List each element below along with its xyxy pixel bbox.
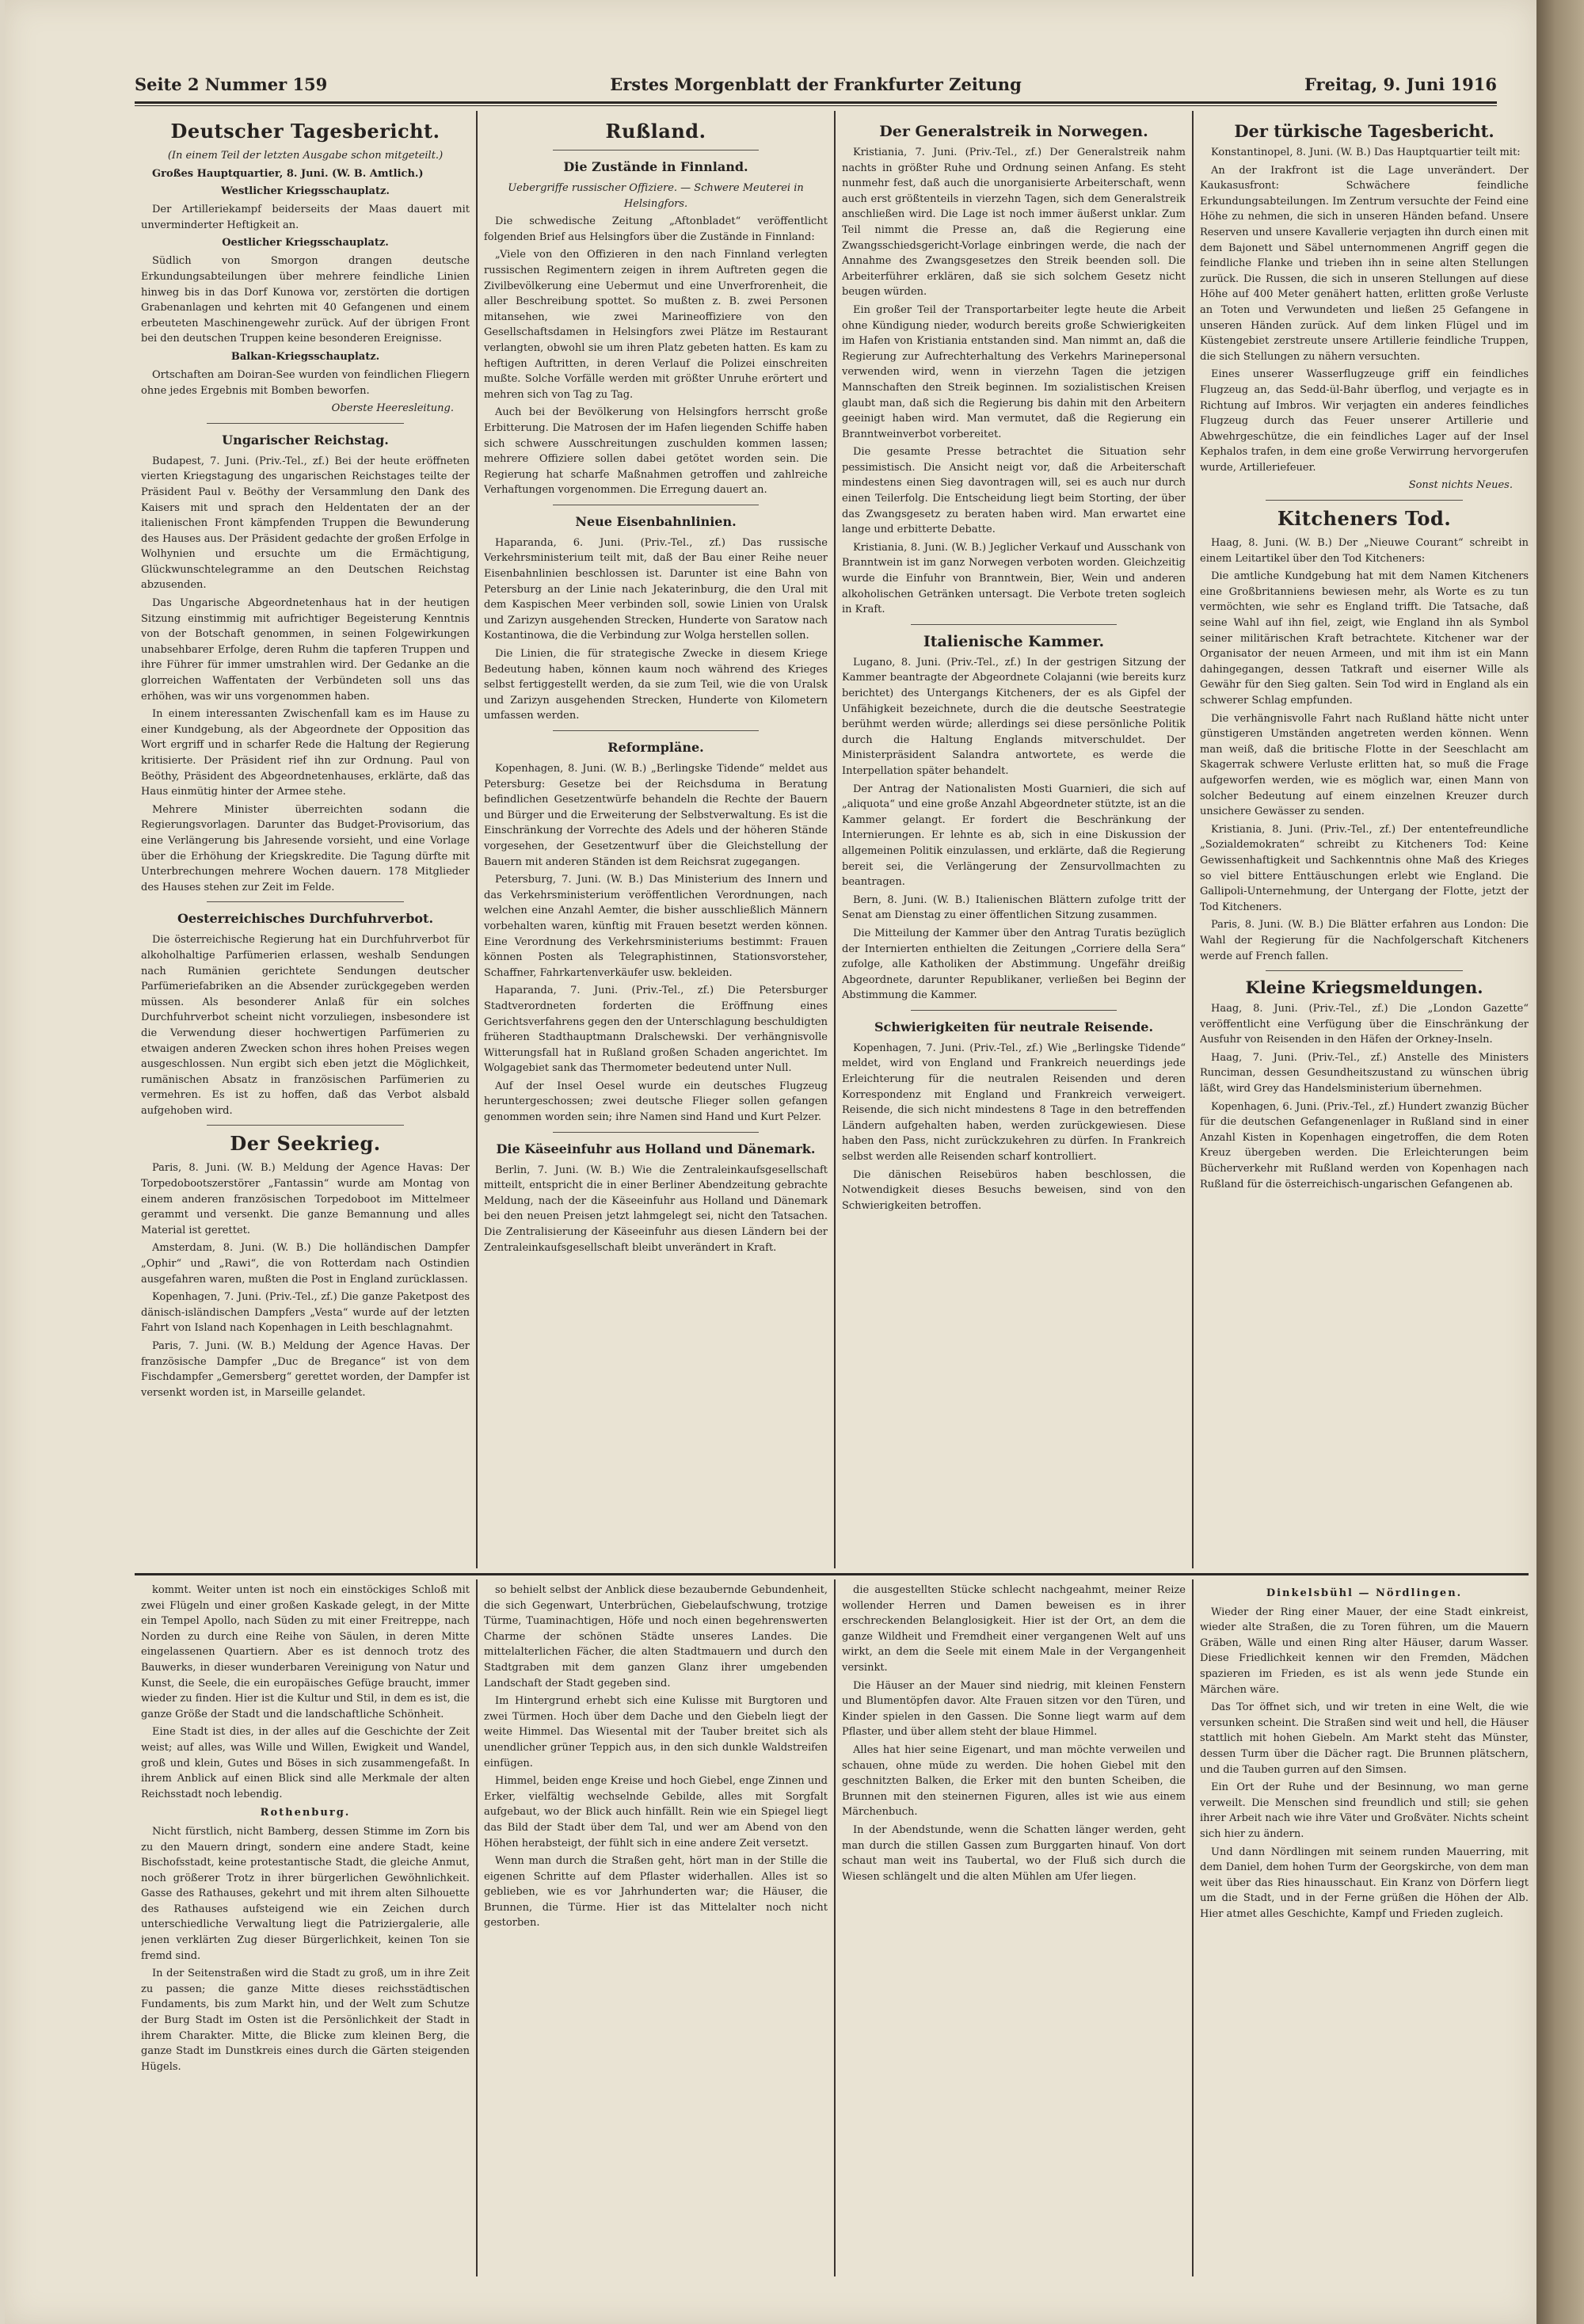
column-separator [1192, 111, 1194, 1568]
paragraph: Kristiania, 8. Juni. (W. B.) Jeglicher Verkauf und Ausschank von Branntwein ist im ganz Norwegen verboten worden. Gleichzeitig wurde die Einfuhr von Branntwein, Bier, Wein und anderen alkoholischen Getränken untersagt. Die Verbote treten sogleich in Kraft. [842, 541, 1186, 616]
paragraph: Paris, 7. Juni. (W. B.) Meldung der Agence Havas. Der französische Dampfer „Duc de Bregance“ ist von dem Fischdampfer „Gemersberg“ gerettet worden, der Dampfer ist versenkt worden ist, in Marseille gelandet. [141, 1340, 470, 1399]
head-rule-thin [135, 105, 1497, 106]
paragraph: Kopenhagen, 8. Juni. (W. B.) „Berlingske Tidende“ meldet aus Petersburg: Gesetze bei der Reichsduma in Beratung befindlichen Gesetzentwürfe behandeln die Rechte der Bauern und Bürger und die Erweiterung der Selbstverwaltung. Es ist die Einschränkung der Vorrechte des Adels und der höheren Stände vorgesehen, der Gesetzentwurf über die Gleichstellung der Bauern mit anderen Ständen ist dem Reichsrat zugegangen. [484, 763, 828, 868]
feuilleton-rule [135, 1573, 1529, 1575]
article-title: Die Käseeinfuhr aus Holland und Dänemark. [496, 1141, 816, 1156]
paragraph: Sonst nichts Neues. [1408, 479, 1513, 492]
paragraph: Die Linien, die für strategische Zwecke in diesem Kriege Bedeutung haben, können kaum noch während des Krieges selbst fertiggestellt werden, da sie zum Teil, wie die von Uralsk und Zarizyn ausgehenden Strecken, Hunderte von Kilometern umfassen werden. [484, 648, 828, 722]
section-heading: Oestlicher Kriegsschauplatz. [222, 237, 389, 250]
paragraph: so behielt selbst der Anblick diese bezaubernde Gebundenheit, die sich Gegenwart, Unterbrüchen, Giebelaufschwung, trotzige Türme, Tuaminachtigen, Höfe und noch einen begehrenswerten Charme der schönen Städte unseres Landes. Die mittelalterlichen Fächer, die alten Stadtmauern und durch den Stadtgraben mit dem ganzen Glanz ihrer umgebenden Landschaft der Stadt gegeben sind. [484, 1584, 828, 1690]
paragraph: die ausgestellten Stücke schlecht nachgeahmt, meiner Reize wollender Herren und Damen beweisen es in ihrer erschreckenden Belanglosigkeit. Hier ist der Ort, an dem die ganze Wildheit und Fremdheit einer vergangenen Welt auf uns wirkt, an dem die Seele mit einem Male in der Vergangenheit versinkt. [842, 1584, 1186, 1674]
section-heading: Balkan-Kriegsschauplatz. [230, 350, 380, 363]
article-title: Neue Eisenbahnlinien. [575, 513, 737, 529]
paragraph: Die dänischen Reisebüros haben beschlossen, die Notwendigkeit dieses Besuchs beweisen, sind von den Schwierigkeiten betroffen. [842, 1168, 1186, 1212]
paragraph: Konstantinopel, 8. Juni. (W. B.) Das Hauptquartier teilt mit: [1211, 147, 1521, 158]
paragraph: Himmel, beiden enge Kreise und hoch Giebel, enge Zinnen und Erker, vielfältig wechselnde Gebilde, alles mit Sorgfalt aufgebaut, wo der Blick auch hinfällt. Rein wie ein Spiegel liegt das Bild der Stadt über dem Tal, und wer am Abend von den Höhen herabsteigt, der fühlt sich in eine andere Zeit versetzt. [484, 1775, 828, 1850]
paragraph: Haparanda, 6. Juni. (Priv.-Tel., zf.) Das russische Verkehrsministerium teilt mit, daß der Bau einer Reihe neuer Eisenbahnlinien beschlossen ist. Darunter ist eine Bahn von Petersburg an der Linie nach Jekaterinburg, die den Ural mit dem Kaspischen Meer verbinden soll, sowie Linien von Uralsk und Zarizyn ausgehenden Strecken, Hunderte von Saratow nach Kostantinowa, die die Verbindung zur Wolga herstellen sollen. [484, 536, 828, 642]
paragraph: Kopenhagen, 7. Juni. (Priv.-Tel., zf.) Die ganze Paketpost des dänisch-isländischen Dampfers „Vesta“ wurde auf der letzten Fahrt von Island nach Kopenhagen in Leith beschlagnahmt. [141, 1291, 470, 1335]
paragraph: Und dann Nördlingen mit seinem runden Mauerring, mit dem Daniel, dem hohen Turm der Georgskirche, von dem man weit über das Ries hinausschaut. Ein Kranz von Dörfern liegt um die Stadt, und in der Ferne grüßen die Höhen der Alb. Hier atmet alles Geschichte, Kampf und Frieden zugleich. [1200, 1846, 1529, 1920]
column-separator [476, 1579, 478, 2276]
paragraph: Kopenhagen, 7. Juni. (Priv.-Tel., zf.) Wie „Berlingske Tidende“ meldet, wird von England und Frankreich neuerdings jede Erleichterung für die neutralen Reisenden und deren Korrespondenz mit England und Frankreich verweigert. Reisende, die sich nicht mindestens 8 Tage in den betreffenden Ländern aufgehalten haben, werden zurückgewiesen. Diese haben den Pass, nicht zurückzukehren zu dürfen. In Frankreich selbst werden alle Reisenden scharf kontrolliert. [842, 1042, 1186, 1164]
paragraph: Im Hintergrund erhebt sich eine Kulisse mit Burgtoren und zwei Türmen. Hoch über dem Dache und den Giebeln liegt der weite Himmel. Das Wiesental mit der Tauber breitet sich als unendlicher grüner Teppich aus, in den sich dunkle Waldstreifen einfügen. [484, 1695, 828, 1770]
separator [911, 1010, 1117, 1011]
column-3 [842, 115, 1186, 1568]
article-subtitle: Uebergriffe russischer Offiziere. — Schwere Meuterei in Helsingfors. [508, 182, 804, 210]
article-title: Kleine Kriegsmeldungen. [1245, 977, 1483, 998]
paragraph: Das Ungarische Abgeordnetenhaus hat in der heutigen Sitzung einstimmig mit aufrichtiger Begeisterung Kenntnis von der Botschaft genommen, in seinen Folgewirkungen unabsehbarer Erfolge, deren Ruhm die tapferen Truppen und ihre Führer für immer umstrahlen wird. Der Gedanke an die glorreichen Waffentaten der Verbündeten soll uns das erhöhen, was wir uns vorgenommen haben. [141, 597, 470, 703]
paragraph: Ortschaften am Doiran-See wurden von feindlichen Fliegern ohne jedes Ergebnis mit Bomben beworfen. [141, 368, 470, 397]
feuilleton-column-2 [484, 1583, 828, 2272]
paragraph: Kopenhagen, 6. Juni. (Priv.-Tel., zf.) Hundert zwanzig Bücher für die deutschen Gefangenenlager in Rußland sind in einer Anzahl Kisten in Kopenhagen eingetroffen, die dem Roten Kreuz übergeben werden. Die Erleichterungen beim Bücherverkehr mit Rußland werden von Kopenhagen nach Rußland für die österreichisch-ungarischen Gefangenen ab. [1200, 1100, 1529, 1191]
page-number: Seite 2 Nummer 159 [135, 74, 328, 94]
column-1 [141, 115, 470, 1568]
separator [1266, 970, 1463, 971]
article-title: Die Zustände in Finnland. [563, 159, 748, 174]
article-title: Schwierigkeiten für neutrale Reisende. [874, 1019, 1154, 1034]
paragraph: Nicht fürstlich, nicht Bamberg, dessen Stimme im Zorn bis zu den Mauern dringt, sondern eine andere Stadt, keine Bischofsstadt, keine protestantische Stadt, die gleiche Anmut, noch größerer Trotz in ihrer bürgerlichen Gewöhnlichkeit. Gasse des Rathauses, gekehrt und mit ihrem alten Silhouette des Rathauses aufsteigend wie ein Zeichen durch unterschiedliche Verwaltung liegt die Patriziergalerie, alle jenen verklärten Zug dieser Bürgerlichkeit, keinen Ton sie fremd sind. [141, 1825, 470, 1962]
edition-title: Erstes Morgenblatt der Frankfurter Zeitung [610, 74, 1022, 94]
paragraph: Die Mitteilung der Kammer über den Antrag Turatis bezüglich der Internierten enthielten die Zeitungen „Corriere della Sera“ zufolge, alle Katholiken der Abstimmung. Ungefähr dreißig Abgeordnete, darunter Republikaner, verließen bei Beginn der Abstimmung die Kammer. [842, 927, 1186, 1002]
paragraph: Auch bei der Bevölkerung von Helsingfors herrscht große Erbitterung. Die Matrosen der im Hafen liegenden Schiffe haben sich schwere Ausschreitungen zuschulden kommen lassen; mehrere Offiziere sollen dabei getötet worden sein. Die Regierung hat scharfe Maßnahmen getroffen und zahlreiche Verhaftungen vorgenommen. Die Erregung dauert an. [484, 406, 828, 497]
article-title: Deutscher Tagesbericht. [170, 120, 440, 143]
issue-date: Freitag, 9. Juni 1916 [1304, 74, 1497, 94]
paragraph: Alles hat hier seine Eigenart, und man möchte verweilen und schauen, ohne müde zu werden. Die hohen Giebel mit den geschnitzten Balken, die Erker mit den bunten Scheiben, die Brunnen mit den steinernen Figuren, alles ist wie aus einem Märchenbuch. [842, 1743, 1186, 1819]
section-heading: Dinkelsbühl — Nördlingen. [1266, 1587, 1463, 1599]
paragraph: In einem interessanten Zwischenfall kam es im Hause zu einer Kundgebung, als der Abgeordnete der Opposition das Wort ergriff und in scharfer Rede die Haltung der Regierung kritisierte. Der Präsident rief ihn zur Ordnung. Paul von Beöthy, Präsident des Abgeordnetenhauses, erklärte, daß das Haus einmütig hinter der Armee stehe. [141, 708, 470, 798]
separator [911, 624, 1117, 625]
article-title: Rußland. [605, 120, 706, 143]
separator [553, 1132, 759, 1133]
paragraph: Mehrere Minister überreichten sodann die Regierungsvorlagen. Darunter das Budget-Provisorium, das eine Verlängerung bis Jahresende vorsieht, und eine Vorlage über die Erhöhung der Kriegskredite. Die Tagung dürfte mit Unterbrechungen mehrere Wochen dauern. 178 Mitglieder des Hauses stehen zur Zeit im Felde. [141, 803, 470, 893]
paragraph: „Viele von den Offizieren in den nach Finnland verlegten russischen Regimentern zeigen in ihrem Auftreten gegen die Zivilbevölkerung eine Uebermut und eine Unverfrorenheit, die aller Beschreibung spottet. So mußten z. B. zwei Personen mitansehen, wie zwei Marineoffiziere von den Gesellschaftsdamen in Helsingfors zwei Plätze im Restaurant verlangten, obwohl sie um ihren Platz gebeten hatten. Es kam zu heftigen Auftritten, in deren Verlauf die Polizei einschreiten mußte. Solche Vorfälle werden mit größter Unruhe erörtert und mehren sich von Tag zu Tag. [484, 249, 828, 401]
column-separator [834, 111, 836, 1568]
paragraph: Haparanda, 7. Juni. (Priv.-Tel., zf.) Die Petersburger Stadtverordneten forderten die Eröffnung eines Gerichtsverfahrens gegen den der Unterschlagung beschuldigten früheren Stadthauptmann Dralschewski. Der verhängnisvolle Witterungsfall hat in Rußland großen Schaden angerichtet. Im Wolgagebiet sank das Thermometer bedeutend unter Null. [484, 985, 828, 1075]
paragraph: Bern, 8. Juni. (W. B.) Italienischen Blättern zufolge tritt der Senat am Dienstag zu einer öffentlichen Sitzung zusammen. [842, 893, 1186, 922]
paragraph: In der Abendstunde, wenn die Schatten länger werden, geht man durch die stillen Gassen zum Burggarten hinauf. Von dort schaut man weit ins Taubertal, wo der Fluß sich durch die Wiesen schlängelt und die alten Mühlen am Ufer liegen. [842, 1823, 1186, 1883]
separator [207, 1125, 404, 1126]
signature: Oberste Heeresleitung. [331, 402, 454, 415]
feuilleton-column-3 [842, 1583, 1186, 2272]
article-title: Ungarischer Reichstag. [222, 432, 389, 448]
running-head [135, 74, 1497, 98]
paragraph: Auf der Insel Oesel wurde ein deutsches Flugzeug heruntergeschossen; zwei deutsche Flieger sollen gefangen genommen worden sein; ihre Namen sind Hand und Kurt Pelzer. [484, 1080, 828, 1124]
paragraph: Haag, 8. Juni. (Priv.-Tel., zf.) Die „London Gazette“ veröffentlicht eine Verfügung über die Einschränkung der Ausfuhr von Reisenden in den Häfen der Orkney-Inseln. [1200, 1003, 1529, 1046]
section-heading: Rothenburg. [260, 1807, 351, 1819]
paragraph: Budapest, 7. Juni. (Priv.-Tel., zf.) Bei der heute eröffneten vierten Kriegstagung des ungarischen Reichstages teilte der Präsident Paul v. Beöthy der Versammlung den Dank des Kaisers mit und sprach den Heldentaten der an der italienischen Front kämpfenden Truppen die Bewunderung des Hauses aus. Der Präsident gedachte der großen Erfolge in Wolhynien und ersuchte um die Ermächtigung, Glückwunschtelegramme an den Deutschen Reichstag abzusenden. [141, 455, 470, 592]
paragraph: Ein Ort der Ruhe und der Besinnung, wo man gerne verweilt. Die Menschen sind freundlich und still; sie gehen ihrer Arbeit nach wie ihre Väter und Großväter. Nichts scheint sich hier zu ändern. [1200, 1781, 1529, 1840]
feuilleton-column-4 [1200, 1583, 1529, 2272]
article-title: Der Generalstreik in Norwegen. [879, 123, 1148, 140]
binding-edge [1536, 0, 1584, 2324]
paragraph: Die schwedische Zeitung „Aftonbladet“ veröffentlicht folgenden Brief aus Helsingfors über die Zustände in Finnland: [484, 215, 828, 243]
separator [207, 901, 404, 902]
paragraph: Ein großer Teil der Transportarbeiter legte heute die Arbeit ohne Kündigung nieder, wodurch bereits große Schwierigkeiten im Hafen von Kristiania entstanden sind. Man nimmt an, daß die Regierung zur Aufrechterhaltung des Verkehrs Marinepersonal verwenden wird, wenn in vierzehn Tagen die jetzigen Mannschaften den Streik beginnen. Im sozialistischen Kreisen glaubt man, daß sich die Regierung bis dahin mit den Arbeitern geeinigt haben wird. Man vermutet, daß die Regierung ein Branntweinverbot vorbereitet. [842, 303, 1186, 440]
column-2 [484, 115, 828, 1568]
column-4 [1200, 115, 1529, 1568]
paragraph: Berlin, 7. Juni. (W. B.) Wie die Zentraleinkaufsgesellschaft mitteilt, entspricht die in einer Berliner Abendzeitung gebrachte Meldung, nach der die Käseeinfuhr aus Holland und Dänemark bei den neuen Preisen jetzt lahmgelegt sei, nicht den Tatsachen. Die Zentralisierung der Käseeinfuhr aus diesen Ländern bei der Zentraleinkaufsgesellschaft bleibt unverändert in Kraft. [484, 1164, 828, 1254]
paragraph: Die gesamte Presse betrachtet die Situation sehr pessimistisch. Die Ansicht neigt vor, daß die Arbeiterschaft mindestens einen Sieg davontragen will, sei es auch nur durch einen Teilerfolg. Die Entscheidung liegt beim Storting, der über das Zwangsgesetz zu beraten haben wird. Man erwartet eine lange und erbitterte Debatte. [842, 446, 1186, 536]
feuilleton-column-1 [141, 1583, 470, 2272]
article-title: Reformpläne. [607, 740, 704, 755]
article-note: (In einem Teil der letzten Ausgabe schon mitgeteilt.) [167, 150, 444, 162]
paragraph: Südlich von Smorgon drangen deutsche Erkundungsabteilungen über mehrere feindliche Linien hinweg bis in das Dorf Kunowa vor, zerstörten die dortigen Grabenanlagen und kehrten mit 40 Gefangenen und einem erbeuteten Maschinengewehr zurück. Auf der übrigen Front bei den deutschen Truppen keine besonderen Ereignisse. [141, 255, 470, 345]
paragraph: Die amtliche Kundgebung hat mit dem Namen Kitcheners eine Großbritanniens bewiesen mehr, als Worte es zu tun vermöchten, wie sehr es England trifft. Die Tatsache, daß seine Wahl auf ihn fiel, zeigt, wie England ihn als Symbol seiner militärischen Kraft betrachtete. Kitchener war der Organisator der neuen Armeen, und mit ihm ist ein Mann dahingegangen, dessen Tatkraft und eiserner Wille als Gewähr für den Sieg galten. Sein Tod wird in England als ein schwerer Schlag empfunden. [1200, 570, 1529, 707]
separator [207, 423, 404, 424]
dateline: Großes Hauptquartier, 8. Juni. (W. B. Amtlich.) [152, 167, 424, 180]
paragraph: Die verhängnisvolle Fahrt nach Rußland hätte nicht unter günstigeren Umständen angetreten werden können. Wenn man weiß, daß die britische Flotte in der Seeschlacht am Skagerrak schwere Verluste erlitten hat, so muß die Frage aufgeworfen werden, wie es möglich war, einen Mann von solcher Bedeutung auf einem einzelnen Kreuzer durch unsichere Gewässer zu senden. [1200, 712, 1529, 818]
section-heading: Westlicher Kriegsschauplatz. [221, 185, 390, 198]
paragraph: An der Irakfront ist die Lage unverändert. Der Kaukasusfront: Schwächere feindliche Erkundungsabteilungen. Im Zentrum versuchte der Feind eine Höhe zu nehmen, die sich in unseren Händen befand. Unsere Reserven und unsere Kavallerie verjagten ihn durch einen mit dem Bajonett und Säbel unternommenen Angriff gegen die feindliche Flanke und trieben ihn in seine alten Stellungen zurück. Die Russen, die sich in unseren Stellungen auf diese Höhe auf 400 Meter genähert hatten, erlitten große Verluste an Toten und Verwundeten und ließen 25 Gefangene in unseren Händen zurück. Auf dem linken Flügel und im Küstengebiet zerstreute unsere Artillerie feindliche Truppen, die sich Stellungen zu nähern versuchten. [1200, 164, 1529, 363]
paragraph: Paris, 8. Juni. (W. B.) Meldung der Agence Havas: Der Torpedobootszerstörer „Fantassin“ wurde am Montag von einem anderen französischen Torpedoboot im Mittelmeer gerammt und versenkt. Die ganze Bemannung und alles Material ist gerettet. [141, 1162, 470, 1236]
article-title: Der türkische Tagesbericht. [1234, 121, 1495, 141]
paragraph: Kristiania, 7. Juni. (Priv.-Tel., zf.) Der Generalstreik nahm nachts in größter Ruhe und Ordnung seinen Anfang. Es steht nunmehr fest, daß auch die unorganisierte Arbeiterschaft, wenn auch erst größtenteils in vierzehn Tagen, sich dem Generalstreik anschließen wird. Die Lage ist noch immer äußerst unklar. Zum Teil nimmt die Presse an, daß die Regierung eine Zwangsschiedsgericht-Vorlage einbringen werde, die nach der Annahme des Zwangsgesetzes den Streik beenden soll. Die Arbeiterführer erklären, daß sie sich solchem Gesetz nicht beugen würden. [842, 147, 1186, 299]
column-separator [1192, 1579, 1194, 2276]
paragraph: Das Tor öffnet sich, und wir treten in eine Welt, die wie versunken scheint. Die Straßen sind weit und hell, die Häuser stattlich mit hohen Giebeln. Am Markt steht das Münster, dessen Turm über die Dächer ragt. Die Brunnen plätschern, und die Tauben gurren auf den Simsen. [1200, 1701, 1529, 1776]
paragraph: Haag, 7. Juni. (Priv.-Tel., zf.) Anstelle des Ministers Runciman, dessen Gesundheitszustand zu wünschen übrig läßt, wird Grey das Handelsministerium übernehmen. [1200, 1051, 1529, 1095]
article-title: Italienische Kammer. [923, 632, 1105, 650]
column-separator [834, 1579, 836, 2276]
paragraph: Amsterdam, 8. Juni. (W. B.) Die holländischen Dampfer „Ophir“ und „Rawi“, die von Rotterdam nach Ostindien ausgefahren waren, mußten die Post in England zurücklassen. [141, 1242, 470, 1286]
paragraph: Der Artilleriekampf beiderseits der Maas dauert mit unverminderter Heftigkeit an. [141, 204, 470, 231]
paragraph: kommt. Weiter unten ist noch ein einstöckiges Schloß mit zwei Flügeln und einer großen Kaskade gelegt, in der Mitte ein Tempel Apollo, nach Süden zu mit einer Freitreppe, nach Norden zu durch eine Reihe von Säulen, in deren Mitte eingelassenen Quartiern. Aber es ist dennoch trotz des Bauwerks, in dieser wunderbaren Vereinigung von Natur und Kunst, die Seele, die ein europäisches Gefüge braucht, immer wieder zu finden. Hier ist die Kultur und Stil, in dem es ist, die ganze Größe der Stadt und die landschaftliche Schönheit. [141, 1584, 470, 1720]
separator [553, 730, 759, 731]
paragraph: Die Häuser an der Mauer sind niedrig, mit kleinen Fenstern und Blumentöpfen davor. Alte Frauen sitzen vor den Türen, und Kinder spielen in den Gassen. Die Sonne liegt warm auf dem Pflaster, und über allem steht der blaue Himmel. [842, 1679, 1186, 1739]
article-title: Oesterreichisches Durchfuhrverbot. [177, 911, 434, 927]
paragraph: Kristiania, 8. Juni. (Priv.-Tel., zf.) Der ententefreundliche „Sozialdemokraten“ schreibt zu Kitcheners Tod: Keine Gewissenhaftigkeit und Sachkenntnis ohne Maß des Krieges so viel bittere Enttäuschungen erlebt wie England. Die Gallipoli-Unternehmung, der Untergang der Flotte, jetzt der Tod Kitcheners. [1200, 823, 1529, 913]
paragraph: Wenn man durch die Straßen geht, hört man in der Stille die eigenen Schritte auf dem Pflaster widerhallen. Alles ist so geblieben, wie es vor Jahrhunderten war; die Häuser, die Brunnen, die Türme. Hier ist das Mittelalter noch nicht gestorben. [484, 1855, 828, 1930]
paragraph: Wieder der Ring einer Mauer, der eine Stadt einkreist, wieder alte Straßen, die zu Toren führen, um die Mauern Gräben, Wälle und einen Ring alter Häuser, darum Wasser. Diese Friedlichkeit kennen wir den Fremden, Mädchen spazieren im Frieden, es ist als wenn jede Stunde ein Märchen wäre. [1200, 1606, 1529, 1696]
paragraph: Haag, 8. Juni. (W. B.) Der „Nieuwe Courant“ schreibt in einem Leitartikel über den Tod Kitcheners: [1200, 537, 1529, 565]
paragraph: In der Seitenstraßen wird die Stadt zu groß, um in ihre Zeit zu passen; die ganze Mitte dieses reichsstädtischen Fundaments, bis zum Markt hin, und der Welt zum Schutze der Burg Stadt im Osten ist die Persönlichkeit der Stadt in ihrem Charakter. Mitte, die Blicke zum kleinen Berg, die ganze Stadt im Dunstkreis eines durch die Gärten steigenden Hügels. [141, 1968, 470, 2073]
head-rule [135, 101, 1497, 104]
paragraph: Lugano, 8. Juni. (Priv.-Tel., zf.) In der gestrigen Sitzung der Kammer beantragte der Abgeordnete Colajanni (wie bereits kurz berichtet) des Untergangs Kitcheners, der es als Gipfel der Unfähigkeit bezeichnete, durch die die deutsche Seestrategie berühmt werden würde; allerdings sei diese persönliche Politik durch die Haltung Englands mitverschuldet. Der Ministerpräsident Salandra antwortete, es werde die Interpellation später behandelt. [842, 656, 1186, 777]
separator [1266, 500, 1463, 501]
article-title: Kitcheners Tod. [1277, 507, 1452, 531]
paragraph: Eine Stadt ist dies, in der alles auf die Geschichte der Zeit weist; auf alles, was Wille und Willen, Ewigkeit und Wandel, groß und klein, Gutes und Böses in sich zusammengefaßt. In ihrem Anblick auf einen Blick sind alle Merkmale der alten Reichsstadt noch lebendig. [141, 1726, 470, 1800]
column-separator [476, 111, 478, 1568]
paragraph: Petersburg, 7. Juni. (W. B.) Das Ministerium des Innern und das Verkehrsministerium veröffentlichen Verordnungen, nach welchen eine Anzahl Aemter, die bisher ausschließlich Männern vorbehalten waren, künftig mit Frauen besetzt werden können. Eine Verordnung des Verkehrsministeriums bestimmt: Frauen können Posten als Telegraphistinnen, Stationsvorsteher, Schaffner, Fahrkartenverkäufer usw. bekleiden. [484, 874, 828, 979]
paragraph: Eines unserer Wasserflugzeuge griff ein feindliches Flugzeug an, das Sedd-ül-Bahr überflog, und verjagte es in Richtung auf Imbros. Wir verjagten ein anderes feindliches Flugzeug durch das Feuer unserer Artillerie und Abwehrgeschütze, die ein feindliches Lager auf der Insel Kephalos trafen, in dem eine große Verwirrung hervorgerufen wurde, Artilleriefeuer. [1200, 368, 1529, 474]
paragraph: Die österreichische Regierung hat ein Durchfuhrverbot für alkoholhaltige Parfümerien erlassen, weshalb Sendungen nach Rumänien gerichtete Sendungen deutscher Parfümeriefabriken an die Absender zurückgegeben werden müssen. Als besonderer Anlaß für ein solches Durchfuhrverbot scheint nicht vorzuliegen, insbesondere ist die Verwendung dieser hochwertigen Parfümerien zu etwaigen anderen Zwecken schon ihres hohen Preises wegen ausgeschlossen. Nun ergibt sich eben jetzt die Möglichkeit, rumänischen Absatz in französischen Parfümerien zu vermehren. Es ist zu hoffen, daß das Verbot alsbald aufgehoben wird. [141, 934, 470, 1117]
article-title: Der Seekrieg. [230, 1132, 381, 1156]
paragraph: Der Antrag der Nationalisten Mosti Guarnieri, die sich auf „aliquota“ und eine große Anzahl Abgeordneter stützte, ist an die Kammer gelangt. Er fordert die Beschränkung der Internierungen. Er lehnte es ab, sich in eine Diskussion der allgemeinen Politik einzulassen, und erklärte, daß die Regierung bereit sei, die Verlängerung der Zensurvollmachten zu beantragen. [842, 783, 1186, 889]
paragraph: Paris, 8. Juni. (W. B.) Die Blätter erfahren aus London: Die Wahl der Regierung für die Nachfolgerschaft Kitcheners werde auf French fallen. [1200, 919, 1529, 962]
